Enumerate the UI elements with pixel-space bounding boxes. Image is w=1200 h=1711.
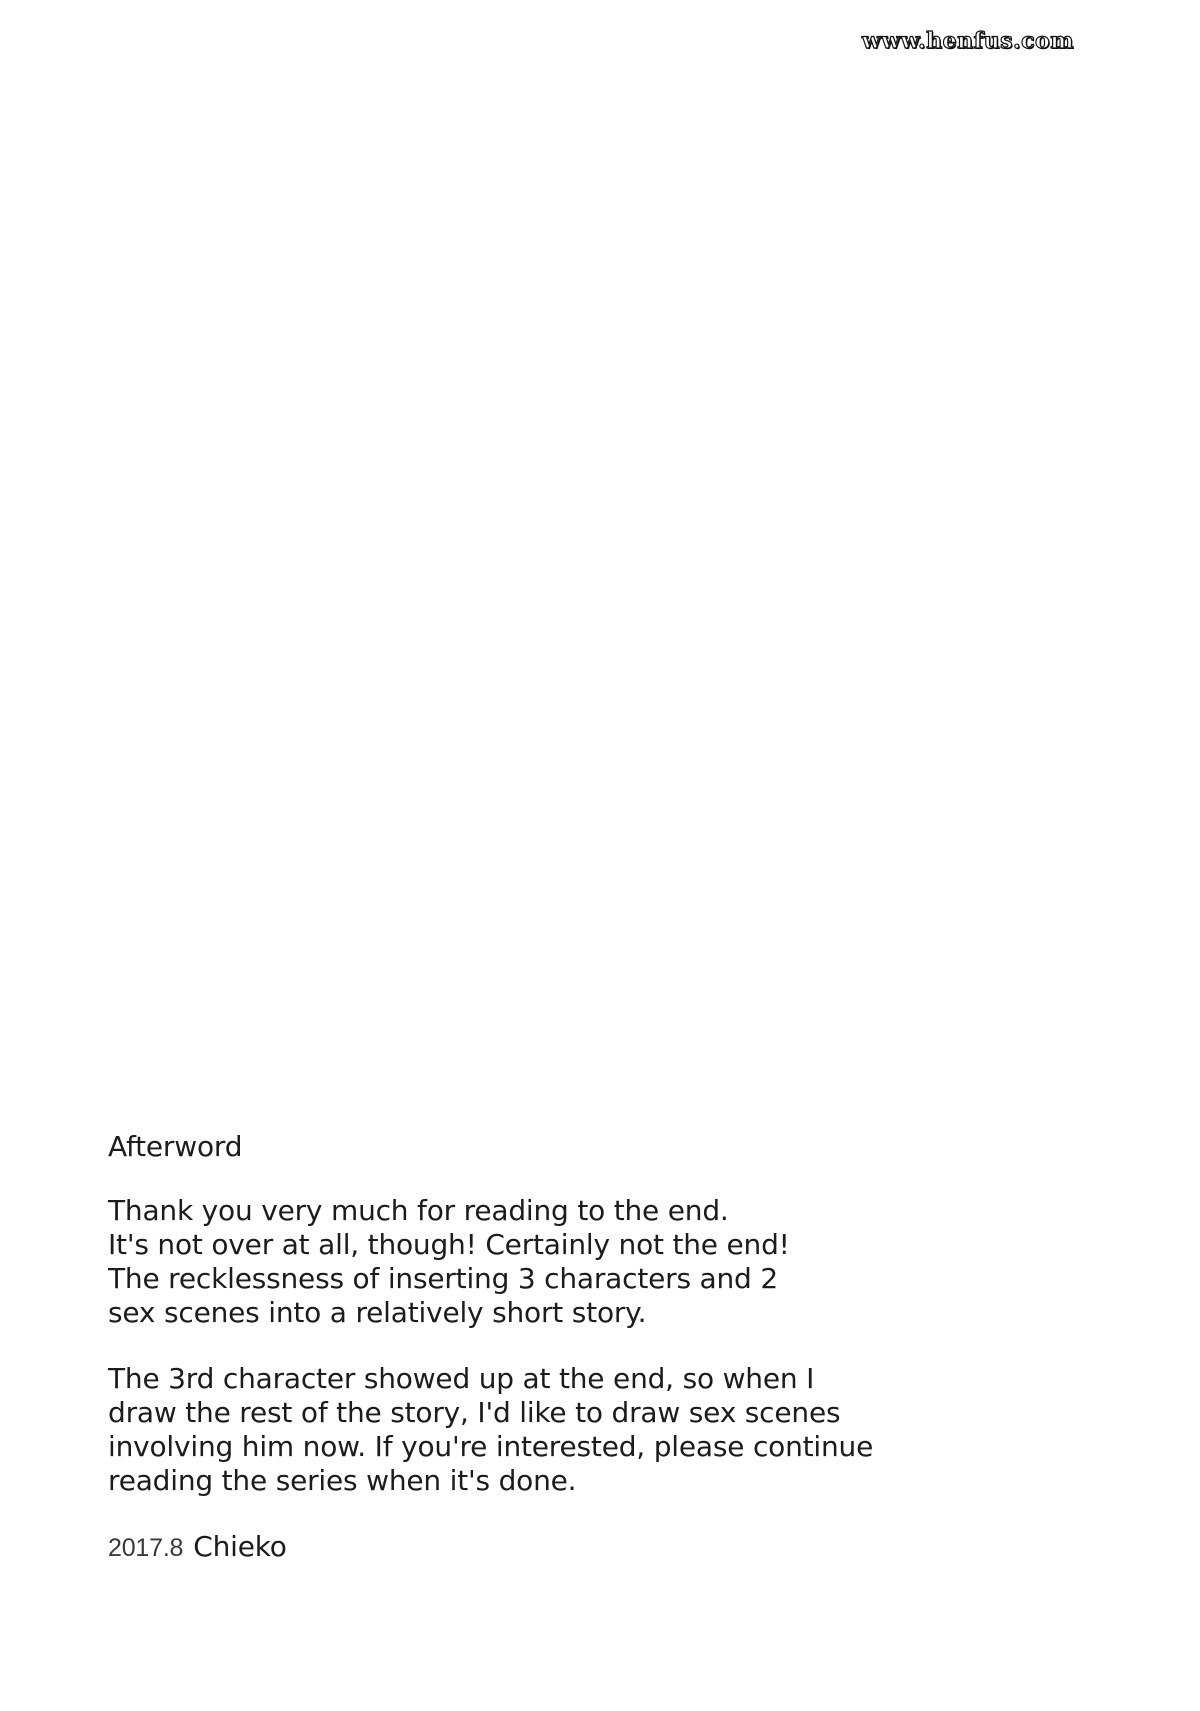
signature bbox=[108, 1530, 968, 1565]
paragraph-line: Thank you very much for reading to the end. bbox=[108, 1194, 729, 1227]
afterword-paragraph-1 bbox=[108, 1194, 968, 1330]
paragraph-line: draw the rest of the story, I'd like to draw sex scenes bbox=[108, 1396, 841, 1429]
afterword-paragraph-2 bbox=[108, 1362, 968, 1498]
afterword-section bbox=[108, 1130, 968, 1565]
paragraph-line: involving him now. If you're interested, please continue bbox=[108, 1430, 874, 1463]
paragraph-line: The 3rd character showed up at the end, so when I bbox=[108, 1362, 815, 1395]
site-watermark: www.henfus.com bbox=[861, 28, 1074, 54]
paragraph-line: It's not over at all, though! Certainly not the end! bbox=[108, 1228, 790, 1261]
paragraph-line: sex scenes into a relatively short story. bbox=[108, 1296, 647, 1329]
signature-date: 2017.8 bbox=[108, 1534, 184, 1562]
afterword-heading: Afterword bbox=[108, 1130, 243, 1163]
paragraph-line: reading the series when it's done. bbox=[108, 1464, 577, 1497]
signature-author: Chieko bbox=[193, 1530, 287, 1563]
paragraph-line: The recklessness of inserting 3 characters and 2 bbox=[108, 1262, 778, 1295]
